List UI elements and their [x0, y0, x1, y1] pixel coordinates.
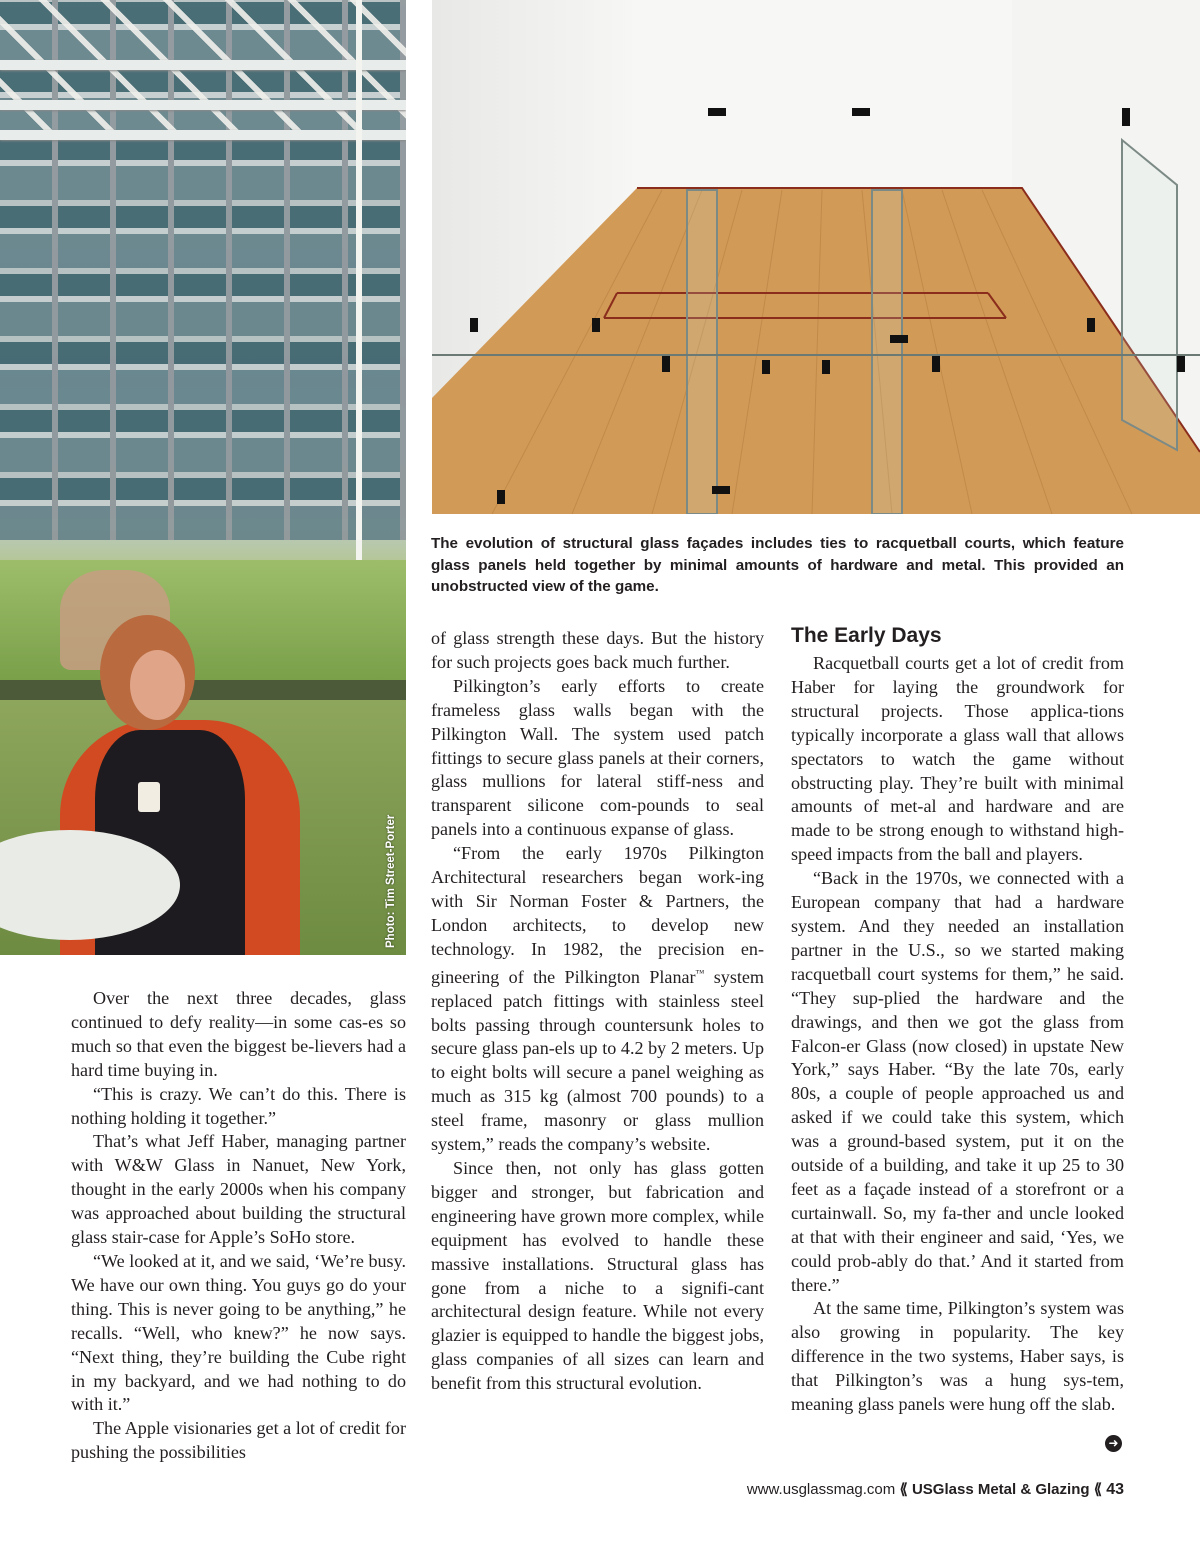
- court-glass-panel: [872, 190, 902, 514]
- photo-truss-beam: [0, 100, 406, 110]
- paragraph: Since then, not only has glass gotten bigger and stronger, but fabrication and engineering have grown more complex, while equipment has evolved to handle these massive installations. Structural glass has gone from a niche to a signifi-cant architectural design feature. While not every glazier is equipped to handle the biggest jobs, glass companies of all sizes can learn and benefit from this structural evolution.: [431, 1157, 764, 1394]
- court-floor-drawing: [432, 0, 1200, 514]
- footer-separator-icon: ⟪: [899, 1481, 908, 1498]
- paragraph: That’s what Jeff Haber, managing partner with W&W Glass in Nanuet, New York, thought in the early 2000s when his company was approached about building the structural glass stair-case for Apple’s SoHo store.: [71, 1131, 406, 1248]
- court-glass-panel: [687, 190, 717, 514]
- court-floor: [432, 188, 1200, 514]
- article-column-3: [791, 652, 1124, 1417]
- footer-url: www.usglassmag.com: [746, 1481, 896, 1498]
- photo-office-lawn: [0, 0, 406, 955]
- photo-badge: [138, 782, 160, 812]
- section-heading: The Early Days: [791, 624, 942, 647]
- article-column-1: [71, 987, 406, 1465]
- photo-woman-face: [130, 650, 185, 720]
- page-number: 43: [1106, 1481, 1124, 1498]
- paragraph: The Apple visionaries get a lot of credit for pushing the possibilities: [71, 1418, 406, 1463]
- court-glass-panel: [1122, 140, 1177, 450]
- photo-truss: [0, 0, 406, 140]
- page-footer: [747, 1480, 1124, 1499]
- continue-arrow-icon: ➜: [1105, 1435, 1122, 1452]
- paragraph: “We looked at it, and we said, ‘We’re busy. We have our own thing. You guys go do your thing. This is never going to be anything,” he recalls. “Well, who knew?” he now says. “Next thing, they’re building the Cube right in my backyard, and we had nothing to do with it.”: [71, 1250, 406, 1415]
- paragraph: “Back in the 1970s, we connected with a European company that had a hardware system. And they needed an installation partner in the U.S., so we started making racquetball court systems for them,” he said. “They sup-plied the hardware and the drawings, and then we got the glass from Falcon-er Glass (now closed) in upstate New York,” says Haber. “By the late 70s, early 80s, a couple of people approached us and asked if we could take this system, which was a ground-based system, put it on the outside of a building, and take it up 25 to 30 feet as a façade instead of a storefront or a curtainwall. So, my fa-ther and uncle looked at that with their engineer and said, ‘Yes, we could prob-ably do that.’ And it started from there.”: [791, 868, 1124, 1295]
- photo-truss-beam: [0, 130, 406, 140]
- paragraph: “This is crazy. We can’t do this. There is nothing holding it together.”: [71, 1083, 406, 1128]
- paragraph: of glass strength these days. But the history for such projects goes back much further.: [431, 628, 764, 672]
- article-column-2: [431, 627, 764, 1396]
- paragraph-text: system replaced patch fittings with stainless steel bolts passing through countersunk holes to secure glass pan-els up to 4.2 by 2 meters. Up to eight bolts will secure a panel weighing as much as 315 kg (almost 700 pounds) to a steel frame, masonry or glass mullion system,” reads the company’s website.: [431, 966, 764, 1155]
- paragraph: [431, 842, 764, 1157]
- paragraph-text: “From the early 1970s Pilkington Architectural researchers began work-ing with Sir Norman Foster & Partners, the London architects, to develop new technology. In 1982, the precision en-gineering of the Pilkington Planar: [431, 843, 764, 987]
- photo-truss-beam: [0, 60, 406, 70]
- paragraph: Over the next three decades, glass continued to defy reality—in some cas-es so much so that even the biggest be-lievers had a hard time buying in.: [71, 988, 406, 1080]
- footer-separator-icon: ⟪: [1093, 1481, 1103, 1498]
- trademark-symbol: ™: [695, 967, 705, 978]
- footer-magazine-name: USGlass Metal & Glazing: [911, 1481, 1090, 1498]
- paragraph: Pilkington’s early efforts to create frameless glass walls began with the Pilkington Wall. The system used patch fittings to secure glass panels at their corners, glass mullions for lateral stiff-ness and transparent silicone com-pounds to seal panels into a continuous expanse of glass.: [431, 675, 764, 840]
- photo-ledge: [0, 680, 406, 700]
- photo-credit: Photo: Tim Street-Porter: [385, 814, 397, 948]
- paragraph: At the same time, Pilkington’s system was also growing in popularity. The key difference in the two systems, Haber says, is that Pilkington’s was a hung sys-tem, meaning glass panels were hung off the slab.: [791, 1298, 1124, 1415]
- paragraph: Racquetball courts get a lot of credit from Haber for laying the groundwork for structural projects. Those applica-tions typically incorporate a glass wall that allows spectators to watch the game without obstructing play. They’re built with minimal amounts of met-al and hardware and are made to be strong enough to withstand high-speed impacts from the ball and players.: [791, 653, 1124, 865]
- photo-caption: The evolution of structural glass façades includes ties to racquetball courts, which feature glass panels held together by minimal amounts of hardware and metal. This provided an unobstructed view of the game.: [431, 535, 1124, 596]
- photo-racquetball-court: [432, 0, 1200, 514]
